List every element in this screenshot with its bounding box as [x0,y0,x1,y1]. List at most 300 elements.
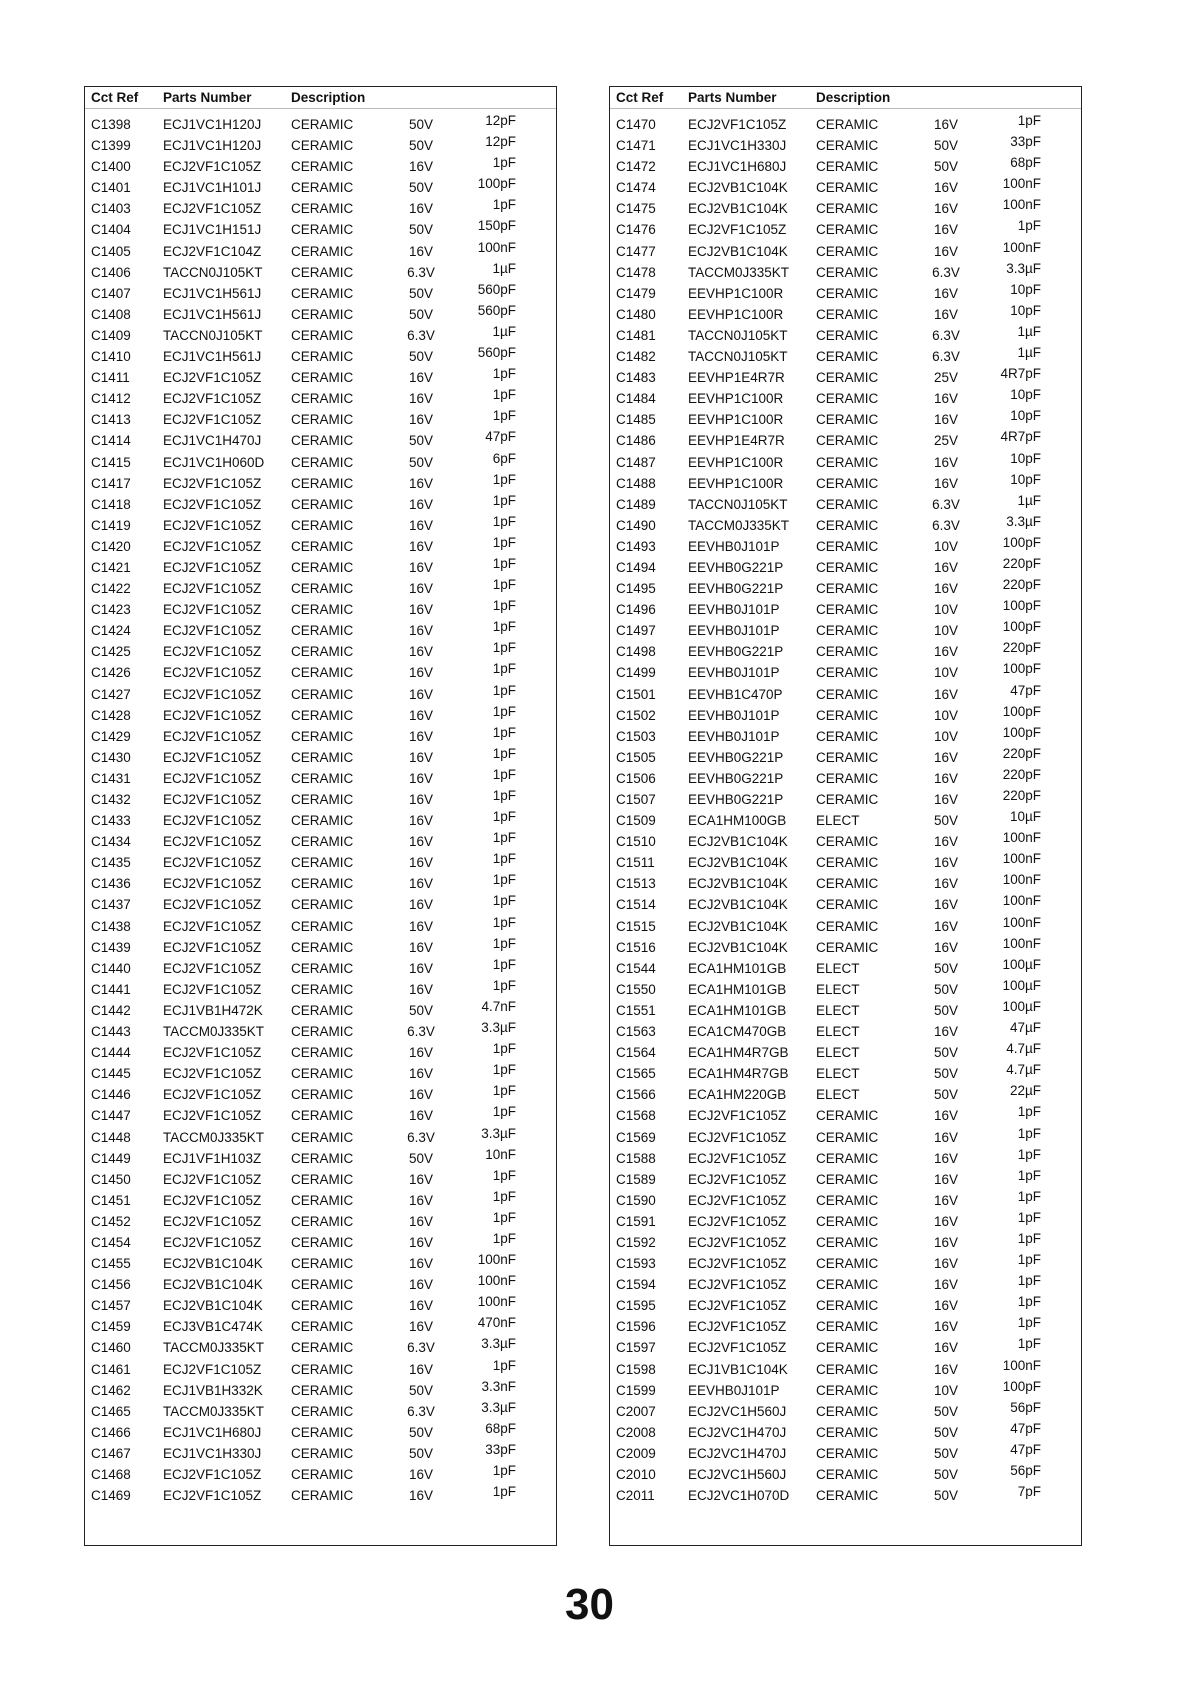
cell-parts-number: EEVHB0J101P [688,728,780,744]
cell-value: 560pF [477,281,516,297]
cell-cct-ref: C1404 [91,222,131,238]
cell-value: 220pF [1002,788,1041,803]
cell-value: 10pF [1010,387,1041,403]
cell-description: CERAMIC [816,792,879,807]
cell-cct-ref: C1488 [616,475,656,491]
cell-value: 4.7µF [1006,1062,1041,1078]
cell-cct-ref: C1477 [616,243,656,259]
cell-cct-ref: C1505 [616,749,656,765]
cell-parts-number: EEVHB0G221P [688,559,784,575]
cell-voltage: 16V [933,644,959,660]
cell-description: CERAMIC [816,728,879,744]
cell-value: 1pF [1017,113,1041,128]
cell-cct-ref: C1484 [616,391,656,407]
cell-voltage: 50V [933,138,959,154]
cell-cct-ref: C1413 [91,412,131,428]
table-row [610,1043,1081,1064]
cell-value: 1pF [492,935,516,951]
cell-cct-ref: C1471 [616,138,656,154]
cell-description: CERAMIC [291,327,354,343]
cell-value: 560pF [477,345,516,361]
cell-value: 100nF [477,239,516,255]
cell-cct-ref: C1495 [616,581,656,597]
cell-voltage: 16V [408,1108,434,1124]
cell-voltage: 16V [408,412,434,428]
cell-value: 3.3µF [1006,260,1041,276]
cell-description: CERAMIC [291,1150,354,1166]
table-row [85,389,556,410]
table-row [610,1106,1081,1127]
cell-parts-number: ECJ2VF1C105Z [163,1488,262,1504]
cell-cct-ref: C1490 [616,517,656,533]
cell-cct-ref: C1498 [616,644,656,660]
cell-description: CERAMIC [816,538,879,554]
cell-parts-number: ECA1HM101GB [688,981,787,997]
table-row [610,1399,1081,1423]
cell-voltage: 16V [933,412,959,428]
cell-parts-number: ECJ1VC1H151J [163,222,262,238]
cell-description: CERAMIC [291,981,354,997]
cell-parts-number: ECJ1VC1H470J [163,433,262,449]
table-row [85,220,556,241]
table-row [610,1338,1081,1359]
cell-parts-number: TACCN0J105KT [688,327,788,343]
cell-voltage: 50V [408,1424,434,1440]
cell-cct-ref: C1456 [91,1277,131,1293]
cell-cct-ref: C1470 [616,117,656,132]
table-row [610,450,1081,474]
cell-description: CERAMIC [291,1129,354,1145]
cell-value: 1pF [492,703,516,719]
cell-cct-ref: C1503 [616,728,656,744]
cell-description: CERAMIC [291,285,354,301]
cell-description: CERAMIC [291,264,354,280]
cell-description: CERAMIC [291,117,354,132]
cell-description: CERAMIC [291,602,354,618]
cell-value: 100nF [1002,893,1041,909]
cell-voltage: 50V [933,960,959,976]
cell-cct-ref: C1430 [91,749,131,765]
cell-value: 1pF [492,408,516,424]
table-row [610,534,1081,558]
cell-voltage: 16V [408,623,434,639]
table-row [610,790,1081,811]
cell-voltage: 16V [408,644,434,660]
cell-description: ELECT [816,1066,860,1082]
cell-description: CERAMIC [816,243,879,259]
cell-voltage: 16V [933,1150,959,1166]
table-row [610,199,1081,220]
table-row [610,410,1081,431]
cell-voltage: 50V [933,1066,959,1082]
cell-cct-ref: C1513 [616,876,656,892]
cell-voltage: 50V [933,813,959,829]
cell-description: CERAMIC [816,602,879,618]
cell-parts-number: ECJ2VF1C105Z [163,792,262,807]
cell-value: 3.3µF [481,1125,516,1141]
cell-description: CERAMIC [291,1361,354,1377]
cell-cct-ref: C1596 [616,1319,656,1335]
cell-parts-number: ECJ2VF1C105Z [163,370,262,386]
cell-voltage: 10V [933,538,959,554]
cell-cct-ref: C1421 [91,559,131,575]
cell-value: 100nF [1002,239,1041,255]
table-row [610,260,1081,284]
cell-value: 100nF [1002,830,1041,846]
cell-voltage: 16V [408,496,434,512]
cell-value: 1pF [492,598,516,614]
table-row [85,1441,556,1465]
cell-description: CERAMIC [291,391,354,407]
cell-voltage: 16V [408,475,434,491]
cell-description: CERAMIC [291,1108,354,1124]
cell-voltage: 16V [408,1234,434,1250]
cell-voltage: 10V [933,602,959,618]
cell-value: 1pF [1017,1125,1041,1141]
cell-parts-number: ECJ2VF1C105Z [163,602,262,618]
table-row [85,323,556,347]
table-body [85,109,556,1507]
cell-parts-number: ECJ2VB1C104K [688,918,788,934]
header-description: Description [291,90,366,105]
cell-cct-ref: C1566 [616,1087,656,1103]
cell-voltage: 10V [933,707,959,723]
cell-value: 3.3µF [1006,513,1041,529]
cell-value: 1pF [492,893,516,909]
cell-value: 100pF [1002,703,1041,719]
cell-cct-ref: C1467 [91,1445,131,1461]
cell-parts-number: ECJ2VF1C105Z [163,686,262,702]
cell-cct-ref: C1446 [91,1087,131,1103]
table-row [85,410,556,431]
cell-voltage: 16V [408,770,434,786]
table-row [85,1064,556,1085]
table-row [85,766,556,790]
cell-cct-ref: C1410 [91,349,131,365]
cell-parts-number: ECJ2VC1H070D [688,1488,790,1504]
cell-cct-ref: C1441 [91,981,131,997]
table-row [85,663,556,684]
cell-parts-number: ECJ2VF1C105Z [163,538,262,554]
cell-voltage: 16V [408,939,434,955]
cell-cct-ref: C1433 [91,813,131,829]
cell-parts-number: ECJ2VF1C105Z [163,1108,262,1124]
cell-voltage: 50V [408,349,434,365]
table-row [85,281,556,305]
cell-description: CERAMIC [291,1298,354,1314]
cell-description: CERAMIC [291,1382,354,1398]
cell-description: ELECT [816,960,860,976]
cell-voltage: 16V [408,834,434,850]
cell-parts-number: ECJ2VF1C105Z [688,1234,787,1250]
cell-parts-number: TACCM0J335KT [163,1024,265,1040]
cell-cct-ref: C1481 [616,327,656,343]
cell-description: CERAMIC [291,792,354,807]
cell-cct-ref: C1592 [616,1234,656,1250]
cell-voltage: 16V [408,201,434,217]
table-row [85,1085,556,1106]
cell-parts-number: TACCN0J105KT [688,349,788,365]
cell-voltage: 16V [933,1256,959,1272]
table-row [85,115,556,136]
cell-parts-number: ECJ2VF1C105Z [163,201,262,217]
cell-description: CERAMIC [816,1445,879,1461]
table-row [85,1465,556,1486]
cell-cct-ref: C1479 [616,285,656,301]
cell-voltage: 16V [933,222,959,238]
cell-value: 10µF [1009,809,1041,825]
cell-parts-number: ECJ2VF1C105Z [163,391,262,407]
cell-value: 1pF [492,1083,516,1099]
cell-cct-ref: C2008 [616,1424,656,1440]
cell-description: CERAMIC [816,918,879,934]
table-row [610,555,1081,579]
cell-description: CERAMIC [291,222,354,238]
cell-description: CERAMIC [816,644,879,660]
cell-description: ELECT [816,1002,860,1018]
cell-value: 1µF [492,323,516,339]
table-row [85,600,556,621]
cell-cct-ref: C1511 [616,855,655,871]
cell-parts-number: ECA1HM220GB [688,1087,787,1103]
cell-value: 1pF [1017,1273,1041,1289]
cell-cct-ref: C1429 [91,728,131,744]
cell-description: CERAMIC [816,306,879,322]
cell-parts-number: ECJ2VF1C105Z [688,1150,787,1166]
cell-description: CERAMIC [816,1129,879,1145]
cell-description: CERAMIC [816,1319,879,1335]
table-row [85,853,556,874]
cell-value: 1pF [492,661,516,677]
cell-cct-ref: C1598 [616,1361,656,1377]
cell-parts-number: ECJ1VC1H330J [688,138,787,154]
cell-value: 220pF [1002,745,1041,761]
cell-voltage: 16V [933,939,959,955]
cell-voltage: 16V [408,686,434,702]
cell-voltage: 16V [933,1024,959,1040]
cell-description: CERAMIC [816,475,879,491]
cell-voltage: 50V [933,1045,959,1061]
cell-description: CERAMIC [816,876,879,892]
cell-parts-number: ECJ2VF1C105Z [688,1192,787,1208]
cell-cct-ref: C1516 [616,939,656,955]
cell-voltage: 16V [408,1298,434,1314]
table-row [85,157,556,178]
cell-voltage: 16V [933,1319,959,1335]
cell-cct-ref: C1588 [616,1150,656,1166]
table-row [85,1125,556,1149]
cell-description: CERAMIC [291,1424,354,1440]
cell-voltage: 16V [408,517,434,533]
cell-voltage: 16V [408,581,434,597]
cell-description: CERAMIC [816,1108,879,1124]
cell-description: ELECT [816,1024,860,1040]
cell-cct-ref: C1461 [91,1361,131,1377]
cell-cct-ref: C1506 [616,770,656,786]
cell-value: 220pF [1002,766,1041,782]
cell-cct-ref: C1599 [616,1382,656,1398]
cell-parts-number: ECJ1VC1H561J [163,349,262,365]
header-parts-number: Parts Number [163,90,252,105]
cell-cct-ref: C1465 [91,1403,131,1419]
cell-description: CERAMIC [816,496,879,512]
cell-value: 1pF [492,155,516,171]
cell-description: CERAMIC [291,918,354,934]
cell-description: CERAMIC [816,1171,879,1187]
cell-parts-number: EEVHP1E4R7R [688,433,785,449]
cell-voltage: 50V [408,222,434,238]
cell-voltage: 16V [933,559,959,575]
cell-parts-number: ECA1HM4R7GB [688,1066,789,1082]
cell-voltage: 16V [933,1108,959,1124]
cell-parts-number: EEVHP1E4R7R [688,370,785,386]
table-row [85,956,556,980]
table-row [85,811,556,832]
cell-value: 33pF [485,1441,516,1457]
header-description: Description [816,90,891,105]
cell-voltage: 6.3V [407,1340,435,1356]
cell-description: CERAMIC [291,1087,354,1103]
cell-value: 100pF [1002,724,1041,740]
table-row [85,347,556,368]
cell-cct-ref: C1460 [91,1340,131,1356]
cell-cct-ref: C1449 [91,1150,131,1166]
table-row [85,703,556,727]
cell-parts-number: ECJ2VF1C105Z [163,981,262,997]
cell-value: 1pF [492,956,516,972]
cell-value: 1pF [1017,1336,1041,1352]
cell-cct-ref: C1406 [91,264,131,280]
cell-description: CERAMIC [291,517,354,533]
table-row [610,832,1081,853]
cell-cct-ref: C1452 [91,1213,131,1229]
cell-parts-number: ECJ2VC1H560J [688,1467,787,1482]
cell-description: CERAMIC [816,770,879,786]
cell-description: CERAMIC [291,644,354,660]
table-row [610,1275,1081,1296]
cell-parts-number: ECJ2VB1C104K [688,897,788,913]
table-header [610,87,1081,109]
cell-parts-number: EEVHP1C100R [688,285,784,301]
cell-parts-number: ECJ2VB1C104K [163,1256,263,1272]
cell-value: 1µF [492,260,516,276]
cell-description: CERAMIC [816,939,879,955]
cell-parts-number: EEVHP1C100R [688,475,784,491]
cell-voltage: 6.3V [407,264,435,280]
cell-cct-ref: C1423 [91,602,131,618]
cell-parts-number: ECJ1VC1H060D [163,454,265,470]
cell-description: CERAMIC [816,1361,879,1377]
cell-cct-ref: C1447 [91,1108,131,1124]
cell-description: CERAMIC [816,665,879,681]
cell-description: CERAMIC [816,1488,879,1504]
cell-value: 10pF [1010,302,1041,318]
cell-parts-number: ECJ2VF1C105Z [688,1213,787,1229]
cell-voltage: 6.3V [407,1024,435,1040]
cell-voltage: 16V [408,981,434,997]
cell-description: CERAMIC [816,855,879,871]
cell-cct-ref: C1563 [616,1024,656,1040]
cell-voltage: 16V [408,1277,434,1293]
cell-description: CERAMIC [816,1298,879,1314]
cell-parts-number: ECJ2VF1C105Z [163,644,262,660]
table-row [610,811,1081,832]
cell-description: CERAMIC [291,1488,354,1504]
cell-parts-number: ECJ2VF1C105Z [688,117,787,132]
cell-cct-ref: C1487 [616,454,656,470]
cell-cct-ref: C1455 [91,1256,131,1272]
cell-cct-ref: C1482 [616,349,656,365]
cell-voltage: 16V [933,1361,959,1377]
cell-description: CERAMIC [816,749,879,765]
cell-parts-number: ECJ2VF1C105Z [163,1171,262,1187]
cell-value: 10pF [1010,408,1041,424]
cell-value: 1pF [492,555,516,571]
cell-parts-number: TACCN0J105KT [688,496,788,512]
cell-parts-number: ECJ2VF1C105Z [163,855,262,871]
cell-parts-number: ECJ2VF1C105Z [163,1192,262,1208]
cell-voltage: 16V [408,1361,434,1377]
cell-parts-number: ECJ2VC1H470J [688,1424,787,1440]
cell-description: CERAMIC [816,264,879,280]
table-row [610,1167,1081,1191]
cell-voltage: 16V [933,1340,959,1356]
cell-cct-ref: C1417 [91,475,131,491]
cell-cct-ref: C1426 [91,665,131,681]
cell-description: CERAMIC [291,623,354,639]
table-row [610,115,1081,136]
cell-cct-ref: C1419 [91,517,131,533]
cell-description: CERAMIC [291,1024,354,1040]
cell-voltage: 50V [408,306,434,322]
cell-description: CERAMIC [291,1467,354,1482]
table-row [610,1486,1081,1507]
cell-voltage: 16V [933,855,959,871]
table-row [610,1230,1081,1254]
cell-parts-number: EEVHP1C100R [688,391,784,407]
table-row [85,1146,556,1170]
cell-value: 1pF [492,682,516,698]
table-row [85,239,556,263]
parts-table-right [609,86,1082,1546]
cell-cct-ref: C1493 [616,538,656,554]
cell-description: CERAMIC [291,897,354,913]
cell-parts-number: EEVHP1C100R [688,412,784,428]
cell-parts-number: ECJ2VF1C105Z [163,517,262,533]
cell-voltage: 16V [933,201,959,217]
cell-value: 1pF [1017,1167,1041,1183]
cell-parts-number: ECJ2VF1C105Z [163,1467,262,1482]
cell-description: ELECT [816,981,860,997]
cell-description: CERAMIC [291,201,354,217]
cell-cct-ref: C1462 [91,1382,131,1398]
cell-description: CERAMIC [291,1213,354,1229]
cell-voltage: 16V [408,728,434,744]
cell-description: CERAMIC [816,349,879,365]
cell-description: CERAMIC [291,707,354,723]
cell-description: CERAMIC [816,1150,879,1166]
cell-parts-number: ECJ2VF1C105Z [163,707,262,723]
cell-value: 22µF [1009,1083,1041,1099]
cell-value: 1pF [492,766,516,782]
cell-voltage: 16V [408,1171,434,1187]
cell-parts-number: ECJ2VF1C105Z [163,960,262,976]
cell-parts-number: ECJ2VF1C105Z [163,876,262,892]
cell-voltage: 16V [933,1277,959,1293]
cell-cct-ref: C1407 [91,285,131,301]
cell-parts-number: ECJ2VF1C105Z [163,159,262,175]
cell-voltage: 6.3V [932,327,960,343]
